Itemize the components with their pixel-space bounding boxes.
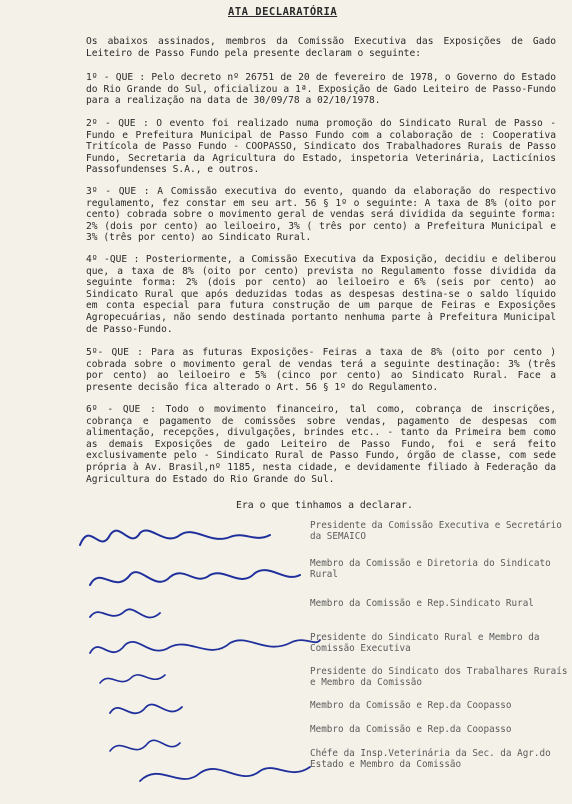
role-1: Presidente da Comissão Executiva e Secretário da SEMAICO xyxy=(310,520,562,542)
signature-4 xyxy=(90,640,320,653)
role-7: Membro da Comissão e Rep.da Coopasso xyxy=(310,724,512,735)
role-3: Membro da Comissão e Rep.Sindicato Rural xyxy=(310,598,534,609)
role-2: Membro da Comissão e Diretoria do Sindicato Rural xyxy=(310,558,551,580)
item-6: 6º - QUE : Todo o movimento financeiro, tal como, cobrança de inscrições, cobrança e pagamento de comissões sobre vendas, pagamento de despesas com alimentação, recepções, divulgações, brindes etc.. - tanto da Primeira bem como as demais Exposições de gado Leiteiro de Passo Fundo, foi e será feito exclusivamente pelo - Sindicato Rural de Passo Fundo, órgão de classe, com sede própria à Av. Brasil,nº 1185, nesta cidade, e devidamente filiado à Federação da Agricultura do Estado do Rio Grande do Sul. xyxy=(86,404,556,485)
signature-5 xyxy=(100,675,165,683)
item-2: 2º - QUE : O evento foi realizado numa promoção do Sindicato Rural de Passo - Fundo e Prefeitura Municipal de Passo Fundo com a colaboração de : Cooperativa Tritícola de Passo Fundo - COOPASSO, Sindicato dos Trabalhadores Rurais de Passo Fundo, Secretaria da Agricultura do Estado, inspetoria Veterinária, Lacticínios Passofundenses S.A., e outros. xyxy=(86,118,556,176)
signature-8 xyxy=(140,767,310,781)
signature-7 xyxy=(110,740,180,751)
role-4: Presidente do Sindicato Rural e Membro da Comissão Executiva xyxy=(310,632,540,654)
item-3: 3º - QUE : A Comissão executiva do evento, quando da elaboração do respectivo regulamento, fez constar em seu art. 56 § 1º o seguinte: A taxa de 8% (oito por cento) cobrada sobre o movimento geral de vendas será dividida da seguinte forma: 2% (dois por cento) ao leiloeiro, 3% ( três por cento) a Prefeitura Municipal e 3% (três por cento) ao Sindicato Rural. xyxy=(86,186,556,244)
signature-2 xyxy=(90,570,300,585)
item-5: 5º- QUE : Para as futuras Exposições- Feiras a taxa de 8% (oito por cento ) cobrada sobre o movimento geral de vendas terá a seguinte destinação: 3% (três por cento) ao leiloeiro e 5% (cinco por cento) ao Sindicato Rural. Face a presente decisão fica alterado o Art. 56 § 1º do Regulamento. xyxy=(86,347,556,393)
closing-statement: Era o que tinhamos a declarar. xyxy=(236,500,413,511)
role-5: Presidente do Sindicato dos Trabalhares Ruraís e Membro da Comissão xyxy=(310,666,568,688)
intro-paragraph: Os abaixos assinados, membros da Comissão Executiva das Exposições de Gado Leiteiro de Passo Fundo pela presente declaram o seguinte: xyxy=(86,36,556,59)
signature-ink xyxy=(70,515,330,800)
signature-3 xyxy=(90,609,160,617)
signatures xyxy=(70,515,330,800)
document-title: ATA DECLARATÓRIA xyxy=(228,6,338,18)
role-6: Membro da Comissão e Rep.da Coopasso xyxy=(310,700,512,711)
item-1: 1º - QUE : Pelo decreto nº 26751 de 20 de fevereiro de 1978, o Governo do Estado do Rio Grande do Sul, oficializou a 1ª. Exposição de Gado Leiteiro de Passo-Fundo para a realização na data de 30/09/78 a 02/10/1978. xyxy=(86,72,556,107)
item-4: 4º -QUE : Posteriormente, a Comissão Executiva da Exposição, decidiu e deliberou que, a taxa de 8% (oito por cento) prevista no Regulamento fosse dividida da seguinte forma: 2% (dois por cento) ao leiloeiro e 6% (seis por cento) ao Sindicato Rural que após deduzidas todas as despesas destina-se o saldo líquido em conta especial para futura construção de um parque de Feiras e Exposições Agropecuárias, não sendo destinada portanto nenhuma parte à Prefeitura Municipal de Passo-Fundo. xyxy=(86,254,556,335)
role-8: Chéfe da Insp.Veterinária da Sec. da Agr.do Estado e Membro da Comissão xyxy=(310,748,551,770)
signature-6 xyxy=(110,704,182,713)
signature-1 xyxy=(80,530,270,545)
